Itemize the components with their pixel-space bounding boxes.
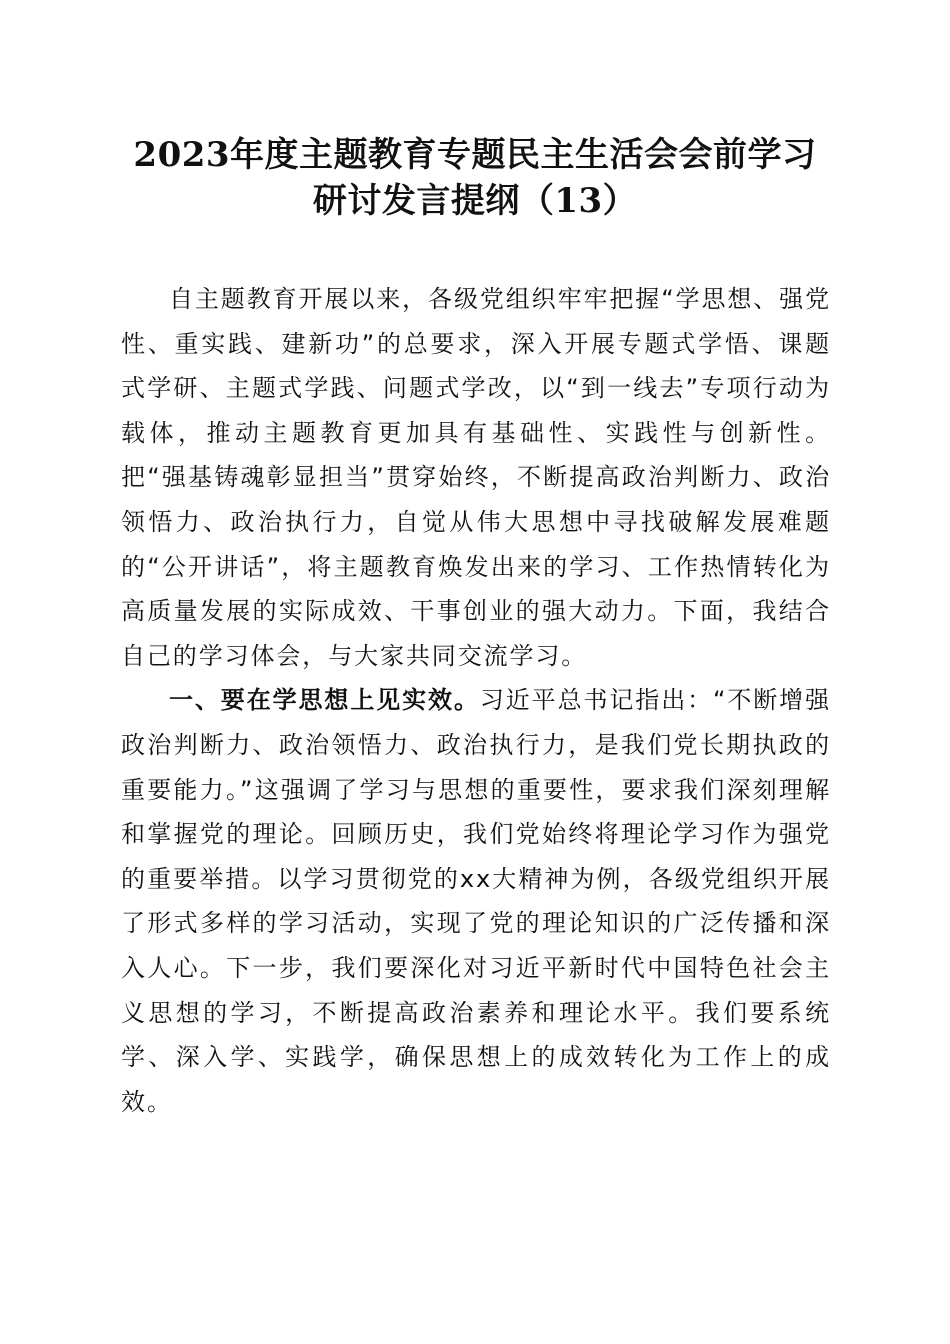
document-title	[100, 132, 850, 224]
section-one-text: 习近平总书记指出：“不断增强政治判断力、政治领悟力、政治执行力，是我们党长期执政的重要能力。”这强调了学习与思想的重要性，要求我们深刻理解和掌握党的理论。回顾历史，我们党始终将理论学习作为强党的重要举措。以学习贯彻党的xx大精神为例，各级党组织开展了形式多样的学习活动，实现了党的理论知识的广泛传播和深入人心。下一步，我们要深化对习近平新时代中国特色社会主义思想的学习，不断提高政治素养和理论水平。我们要系统学、深入学、实践学，确保思想上的成效转化为工作上的成效。	[121, 686, 831, 1116]
intro-paragraph-text: 自主题教育开展以来，各级党组织牢牢把握“学思想、强党性、重实践、建新功”的总要求，深入开展专题式学悟、课题式学研、主题式学践、问题式学改，以“到一线去”专项行动为载体，推动主题教育更加具有基础性、实践性与创新性。把“强基铸魂彰显担当”贯穿始终，不断提高政治判断力、政治领悟力、政治执行力，自觉从伟大思想中寻找破解发展难题的“公开讲话”，将主题教育焕发出来的学习、工作热情转化为高质量发展的实际成效、干事创业的强大动力。下面，我结合自己的学习体会，与大家共同交流学习。	[121, 285, 831, 670]
document-body	[121, 277, 831, 1124]
title-line-1: 2023年度主题教育专题民主生活会会前学习	[133, 135, 817, 175]
section-one-heading: 一、要在学思想上见实效。	[169, 686, 480, 715]
title-line-2: 研讨发言提纲（13）	[312, 181, 638, 221]
section-one-paragraph	[121, 678, 831, 1124]
intro-paragraph	[121, 277, 831, 678]
